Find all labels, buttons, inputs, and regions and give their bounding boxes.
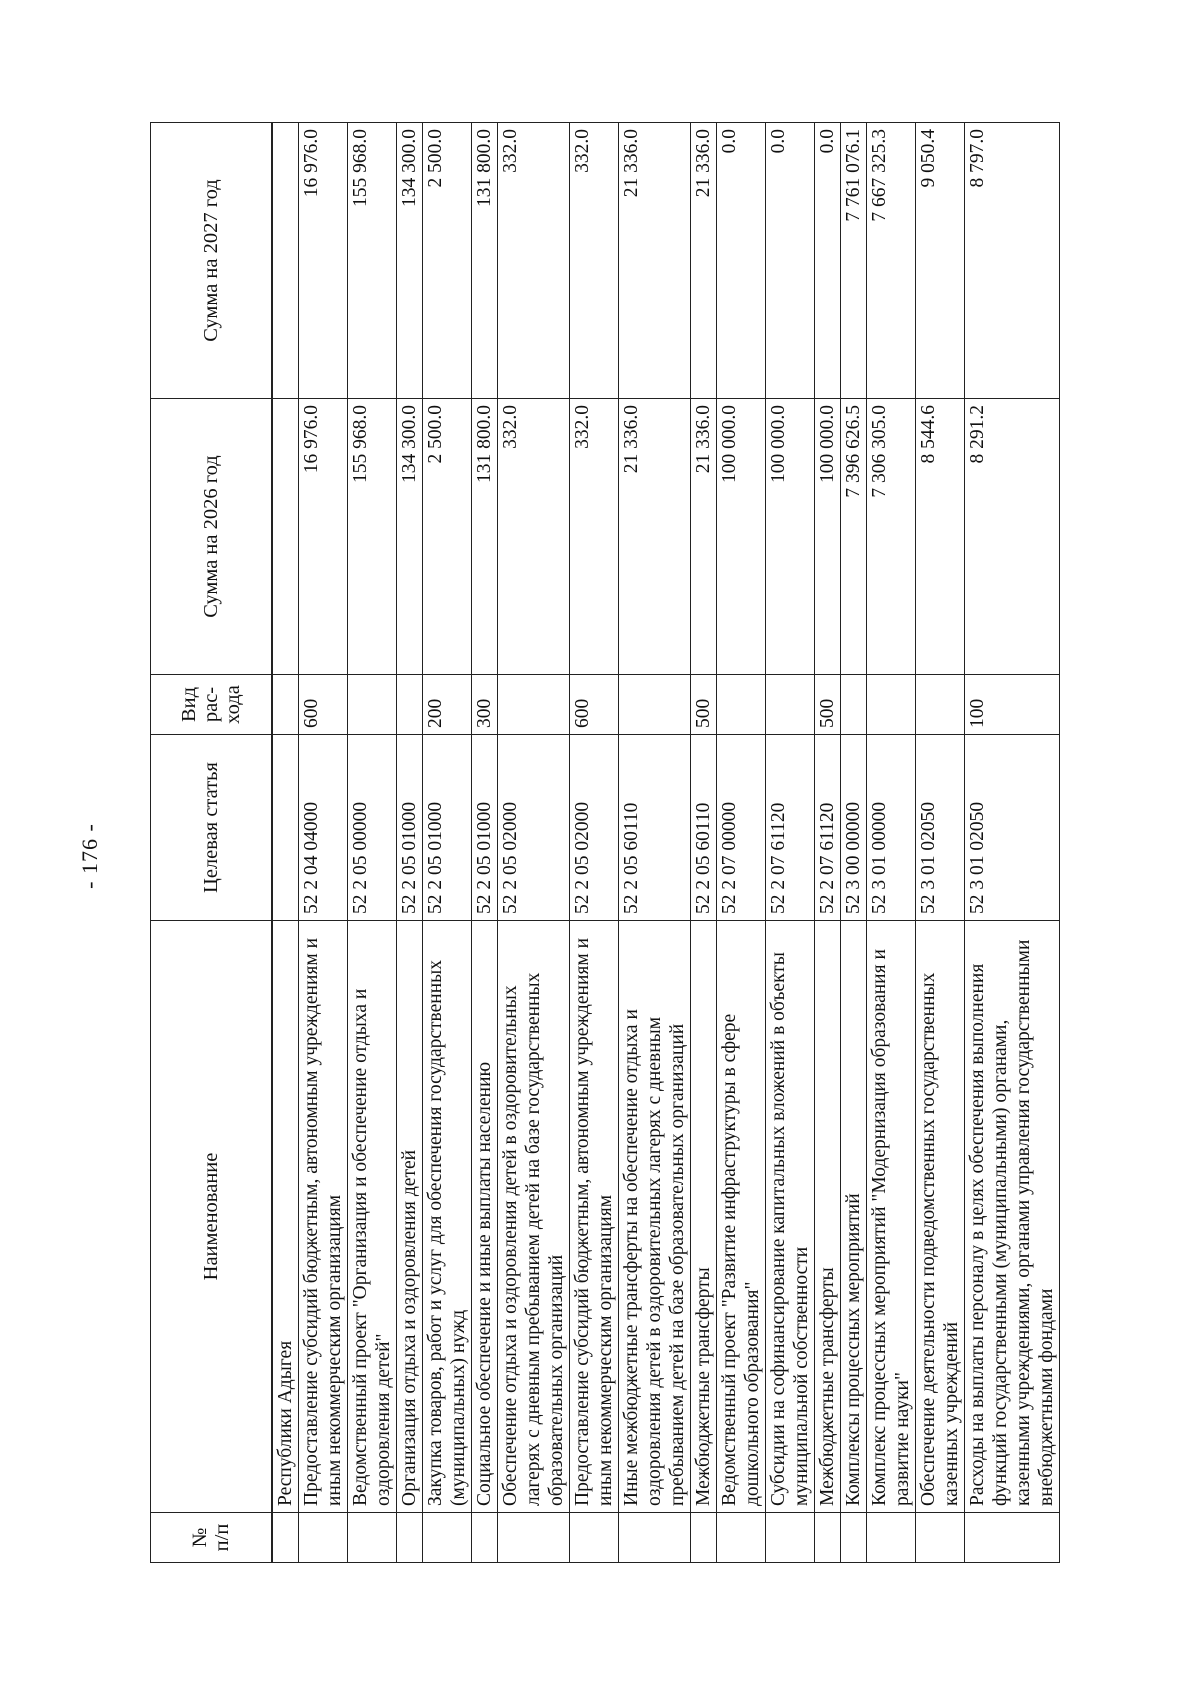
- cell-code: [272, 735, 299, 921]
- cell-no: [867, 1513, 916, 1563]
- cell-no: [570, 1513, 619, 1563]
- cell-code: 52 2 05 01000: [472, 735, 498, 921]
- table-row: [691, 123, 717, 1563]
- cell-sum-2026: [272, 399, 299, 675]
- table-row: [397, 123, 423, 1563]
- cell-no: [691, 1513, 717, 1563]
- cell-sum-2026: 332.0: [498, 399, 570, 675]
- cell-sum-2026: 332.0: [570, 399, 619, 675]
- table-row: [570, 123, 619, 1563]
- cell-name: Предоставление субсидий бюджетным, автономным учреждениям и иным некоммерческим организациям: [299, 921, 348, 1513]
- page-number: - 176 -: [77, 823, 102, 889]
- cell-name: Социальное обеспечение и иные выплаты населению: [472, 921, 498, 1513]
- cell-vid: 100: [965, 675, 1060, 735]
- cell-code: 52 2 04 04000: [299, 735, 348, 921]
- cell-sum-2026: 21 336.0: [619, 399, 691, 675]
- cell-vid: [916, 675, 965, 735]
- cell-name: Закупка товаров, работ и услуг для обеспечения государственных (муниципальных) нужд: [423, 921, 472, 1513]
- cell-name: Комплекс процессных мероприятий "Модернизация образования и развитие науки": [867, 921, 916, 1513]
- cell-name: Предоставление субсидий бюджетным, автономным учреждениям и иным некоммерческим организациям: [570, 921, 619, 1513]
- cell-code: 52 3 01 02050: [916, 735, 965, 921]
- cell-sum-2026: 100 000.0: [717, 399, 766, 675]
- cell-no: [766, 1513, 815, 1563]
- header-vid: Вид рас- хода: [151, 675, 273, 735]
- cell-code: 52 2 05 00000: [348, 735, 397, 921]
- cell-sum-2026: 16 976.0: [299, 399, 348, 675]
- cell-code: 52 2 05 60110: [619, 735, 691, 921]
- cell-sum-2026: 8 544.6: [916, 399, 965, 675]
- cell-no: [619, 1513, 691, 1563]
- cell-sum-2027: 0.0: [766, 123, 815, 399]
- cell-name: Комплексы процессных мероприятий: [841, 921, 867, 1513]
- cell-code: 52 3 01 00000: [867, 735, 916, 921]
- cell-sum-2027: 134 300.0: [397, 123, 423, 399]
- cell-sum-2026: 131 800.0: [472, 399, 498, 675]
- cell-sum-2027: 332.0: [570, 123, 619, 399]
- cell-no: [916, 1513, 965, 1563]
- cell-vid: [272, 675, 299, 735]
- cell-sum-2026: 7 396 626.5: [841, 399, 867, 675]
- cell-code: 52 2 05 01000: [397, 735, 423, 921]
- table-row: [498, 123, 570, 1563]
- table-row: [472, 123, 498, 1563]
- cell-no: [965, 1513, 1060, 1563]
- cell-code: 52 2 07 00000: [717, 735, 766, 921]
- cell-sum-2027: 332.0: [498, 123, 570, 399]
- cell-sum-2027: 7 667 325.3: [867, 123, 916, 399]
- header-sum-2027: Сумма на 2027 год: [151, 123, 273, 399]
- table-row: [348, 123, 397, 1563]
- table-row: [272, 123, 299, 1563]
- cell-vid: 200: [423, 675, 472, 735]
- cell-sum-2027: 7 761 076.1: [841, 123, 867, 399]
- header-no: № п/п: [151, 1513, 273, 1563]
- table-row: [841, 123, 867, 1563]
- cell-code: 52 2 05 02000: [498, 735, 570, 921]
- cell-name: Обеспечение деятельности подведомственных государственных казенных учреждений: [916, 921, 965, 1513]
- cell-sum-2027: 0.0: [717, 123, 766, 399]
- cell-vid: 600: [570, 675, 619, 735]
- cell-no: [348, 1513, 397, 1563]
- budget-table: [150, 122, 1060, 1563]
- cell-no: [397, 1513, 423, 1563]
- cell-vid: 300: [472, 675, 498, 735]
- cell-vid: 500: [691, 675, 717, 735]
- cell-vid: [717, 675, 766, 735]
- cell-sum-2027: 9 050.4: [916, 123, 965, 399]
- cell-no: [299, 1513, 348, 1563]
- header-code: Целевая статья: [151, 735, 273, 921]
- table-row: [717, 123, 766, 1563]
- cell-sum-2027: 2 500.0: [423, 123, 472, 399]
- cell-sum-2026: 100 000.0: [766, 399, 815, 675]
- cell-code: 52 2 07 61120: [766, 735, 815, 921]
- cell-name: Ведомственный проект "Организация и обеспечение отдыха и оздоровления детей": [348, 921, 397, 1513]
- cell-code: 52 2 05 01000: [423, 735, 472, 921]
- cell-vid: 500: [815, 675, 841, 735]
- cell-no: [472, 1513, 498, 1563]
- cell-no: [841, 1513, 867, 1563]
- cell-name: Субсидии на софинансирование капитальных вложений в объекты муниципальной собственности: [766, 921, 815, 1513]
- table-row: [766, 123, 815, 1563]
- cell-name: Обеспечение отдыха и оздоровления детей в оздоровительных лагерях с дневным пребыванием детей на базе государственных образовательных организаций: [498, 921, 570, 1513]
- cell-code: 52 2 07 61120: [815, 735, 841, 921]
- cell-sum-2027: 131 800.0: [472, 123, 498, 399]
- cell-vid: [348, 675, 397, 735]
- cell-sum-2027: 155 968.0: [348, 123, 397, 399]
- header-name: Наименование: [151, 921, 273, 1513]
- table-row: [299, 123, 348, 1563]
- cell-name: Ведомственный проект "Развитие инфраструктуры в сфере дошкольного образования": [717, 921, 766, 1513]
- cell-sum-2026: 21 336.0: [691, 399, 717, 675]
- cell-vid: [619, 675, 691, 735]
- cell-no: [815, 1513, 841, 1563]
- cell-sum-2026: 2 500.0: [423, 399, 472, 675]
- cell-no: [423, 1513, 472, 1563]
- cell-no: [717, 1513, 766, 1563]
- table-body: [272, 123, 1060, 1563]
- table-row: [916, 123, 965, 1563]
- cell-code: 52 2 05 60110: [691, 735, 717, 921]
- cell-sum-2026: 7 306 305.0: [867, 399, 916, 675]
- cell-vid: 600: [299, 675, 348, 735]
- cell-name: Межбюджетные трансферты: [815, 921, 841, 1513]
- cell-code: 52 2 05 02000: [570, 735, 619, 921]
- cell-vid: [766, 675, 815, 735]
- cell-sum-2027: 21 336.0: [619, 123, 691, 399]
- table-row: [619, 123, 691, 1563]
- cell-name: Иные межбюджетные трансферты на обеспечение отдыха и оздоровления детей в оздоровительных лагерях с дневным пребыванием детей на базе образовательных организаций: [619, 921, 691, 1513]
- cell-sum-2026: 155 968.0: [348, 399, 397, 675]
- cell-sum-2026: 8 291.2: [965, 399, 1060, 675]
- cell-vid: [867, 675, 916, 735]
- table-row: [965, 123, 1060, 1563]
- cell-sum-2027: 16 976.0: [299, 123, 348, 399]
- cell-code: 52 3 01 02050: [965, 735, 1060, 921]
- rotated-page: [150, 123, 1200, 1563]
- cell-sum-2027: 0.0: [815, 123, 841, 399]
- cell-name: Республики Адыгея: [272, 921, 299, 1513]
- cell-sum-2027: 8 797.0: [965, 123, 1060, 399]
- table-row: [423, 123, 472, 1563]
- cell-name: Межбюджетные трансферты: [691, 921, 717, 1513]
- table-row: [867, 123, 916, 1563]
- cell-sum-2026: 134 300.0: [397, 399, 423, 675]
- cell-sum-2027: 21 336.0: [691, 123, 717, 399]
- cell-vid: [498, 675, 570, 735]
- table-header-row: [151, 123, 273, 1563]
- table-row: [815, 123, 841, 1563]
- cell-sum-2027: [272, 123, 299, 399]
- cell-vid: [397, 675, 423, 735]
- cell-sum-2026: 100 000.0: [815, 399, 841, 675]
- cell-vid: [841, 675, 867, 735]
- cell-name: Организация отдыха и оздоровления детей: [397, 921, 423, 1513]
- cell-name: Расходы на выплаты персоналу в целях обеспечения выполнения функций государственными (муниципальными) органами, казенными учреждениями, органами управления государственными внебюджетными фондами: [965, 921, 1060, 1513]
- cell-code: 52 3 00 00000: [841, 735, 867, 921]
- cell-no: [272, 1513, 299, 1563]
- header-sum-2026: Сумма на 2026 год: [151, 399, 273, 675]
- cell-no: [498, 1513, 570, 1563]
